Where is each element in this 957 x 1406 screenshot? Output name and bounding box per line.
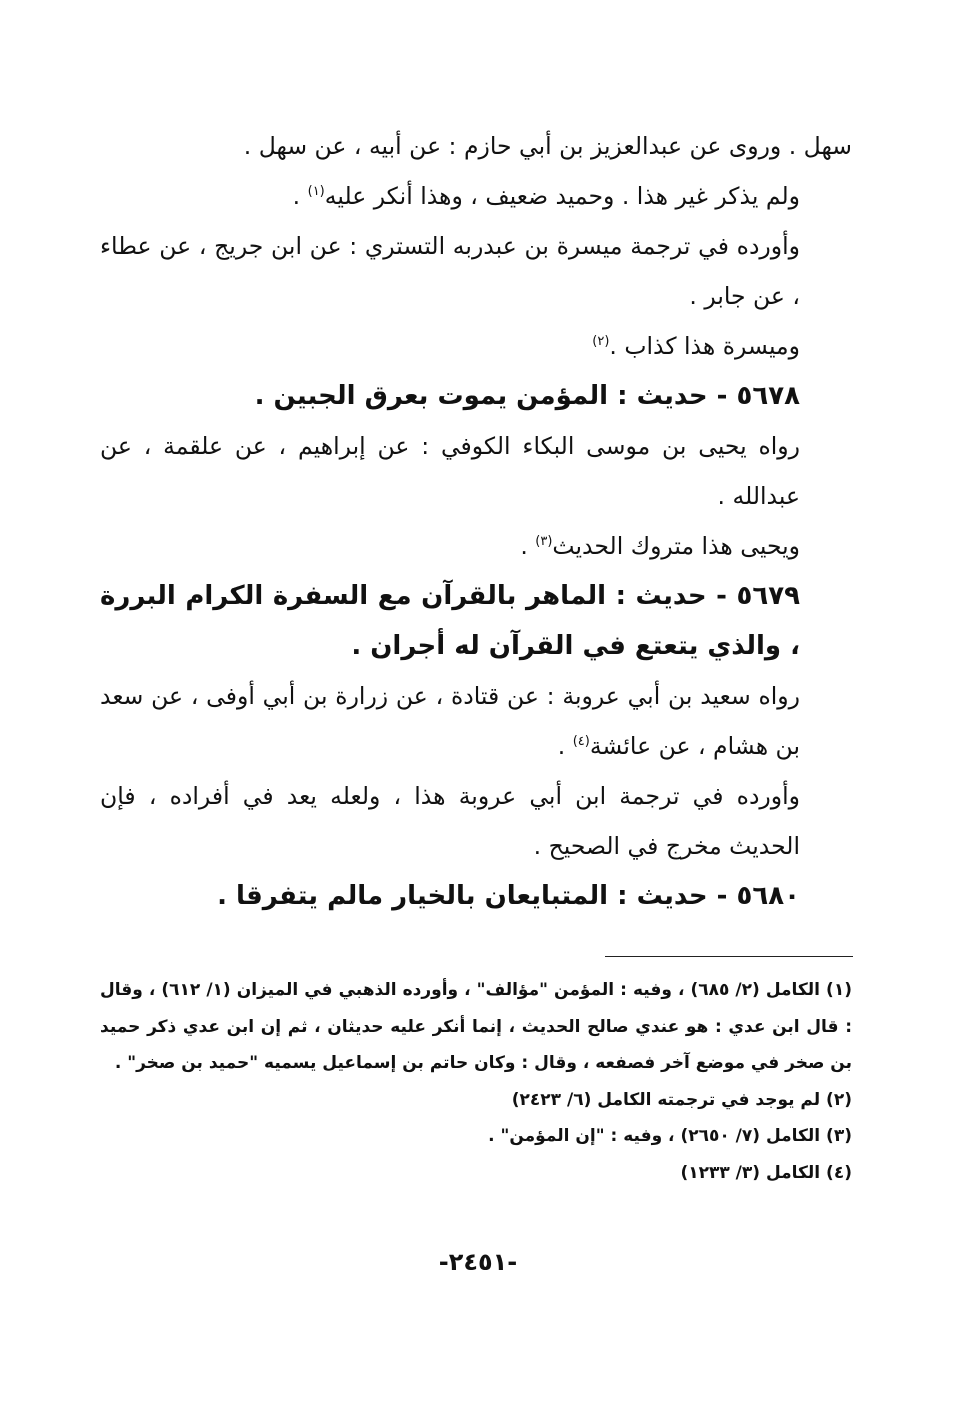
footnote-ref-2: (٢) [592,334,610,350]
paragraph-6 [100,521,852,571]
paragraph-7-end: . [557,732,573,760]
footnote-ref-3: (٣) [535,534,553,550]
paragraph-6-end: . [520,532,536,560]
paragraph-6-text: ويحيى هذا متروك الحديث [552,532,800,560]
footnotes [100,972,852,1191]
footnote-ref-4: (٤) [572,734,590,750]
paragraph-2 [100,171,852,221]
footnote-separator [605,956,853,957]
paragraph-8: وأورده في ترجمة ابن أبي عروبة هذا ، ولعله يعد في أفراده ، فإن الحديث مخرج في الصحيح . [100,782,800,860]
hadith-heading-5679: ٥٦٧٩ - حديث : الماهر بالقرآن مع السفرة الكرام البررة ، والذي يتعتع في القرآن له أجران . [100,581,800,661]
footnote-3: (٣) الكامل (٧/ ٢٦٥٠) ، وفيه : "إن المؤمن" . [488,1126,852,1146]
hadith-heading-5680: ٥٦٨٠ - حديث : المتبايعان بالخيار مالم يتفرقا . [217,881,800,911]
paragraph-5: رواه يحيى بن موسى البكاء الكوفي : عن إبراهيم ، عن علقمة ، عن عبدالله . [100,432,800,510]
paragraph-4-text: وميسرة هذا كذاب . [609,332,800,360]
footnote-2: (٢) لم يوجد في ترجمته الكامل (٦/ ٢٤٢٣) [511,1089,852,1110]
paragraph-4 [100,321,852,371]
footnote-1: (١) الكامل (٢/ ٦٨٥) ، وفيه : المؤمن "مؤالف" ، وأورده الذهبي في الميزان (١/ ٦١٢) ، وقال : قال ابن عدي : هو عندي صالح الحديث ، إنما أنكر عليه حديثان ، ثم إن ابن عدي ذكر حميد بن صخر في موضع آخر فصفعه ، وقال : وكان حاتم بن إسماعيل يسميه "حميد بن صخر" . [100,980,852,1073]
paragraph-7-text: رواه سعيد بن أبي عروبة : عن قتادة ، عن زرارة بن أبي أوفى ، عن سعد بن هشام ، عن عائشة [100,682,800,760]
hadith-heading-5678: ٥٦٧٨ - حديث : المؤمن يموت بعرق الجبين . [254,381,800,411]
main-text [100,121,852,921]
paragraph-1: سهل . وروى عن عبدالعزيز بن أبي حازم : عن أبيه ، عن سهل . [243,132,852,160]
paragraph-2-end: . [292,182,308,210]
page-number: -٢٤٥١- [438,1248,518,1276]
footnote-4: (٤) الكامل (٣/ ١٢٣٣) [680,1162,852,1183]
paragraph-3: وأورده في ترجمة ميسرة بن عبدربه التستري : عن ابن جريج ، عن عطاء ، عن جابر . [100,232,800,310]
footnote-ref-1: (١) [307,184,325,200]
paragraph-2-text: ولم يذكر غير هذا . وحميد ضعيف ، وهذا أنكر عليه [324,182,800,210]
paragraph-7 [100,671,852,771]
